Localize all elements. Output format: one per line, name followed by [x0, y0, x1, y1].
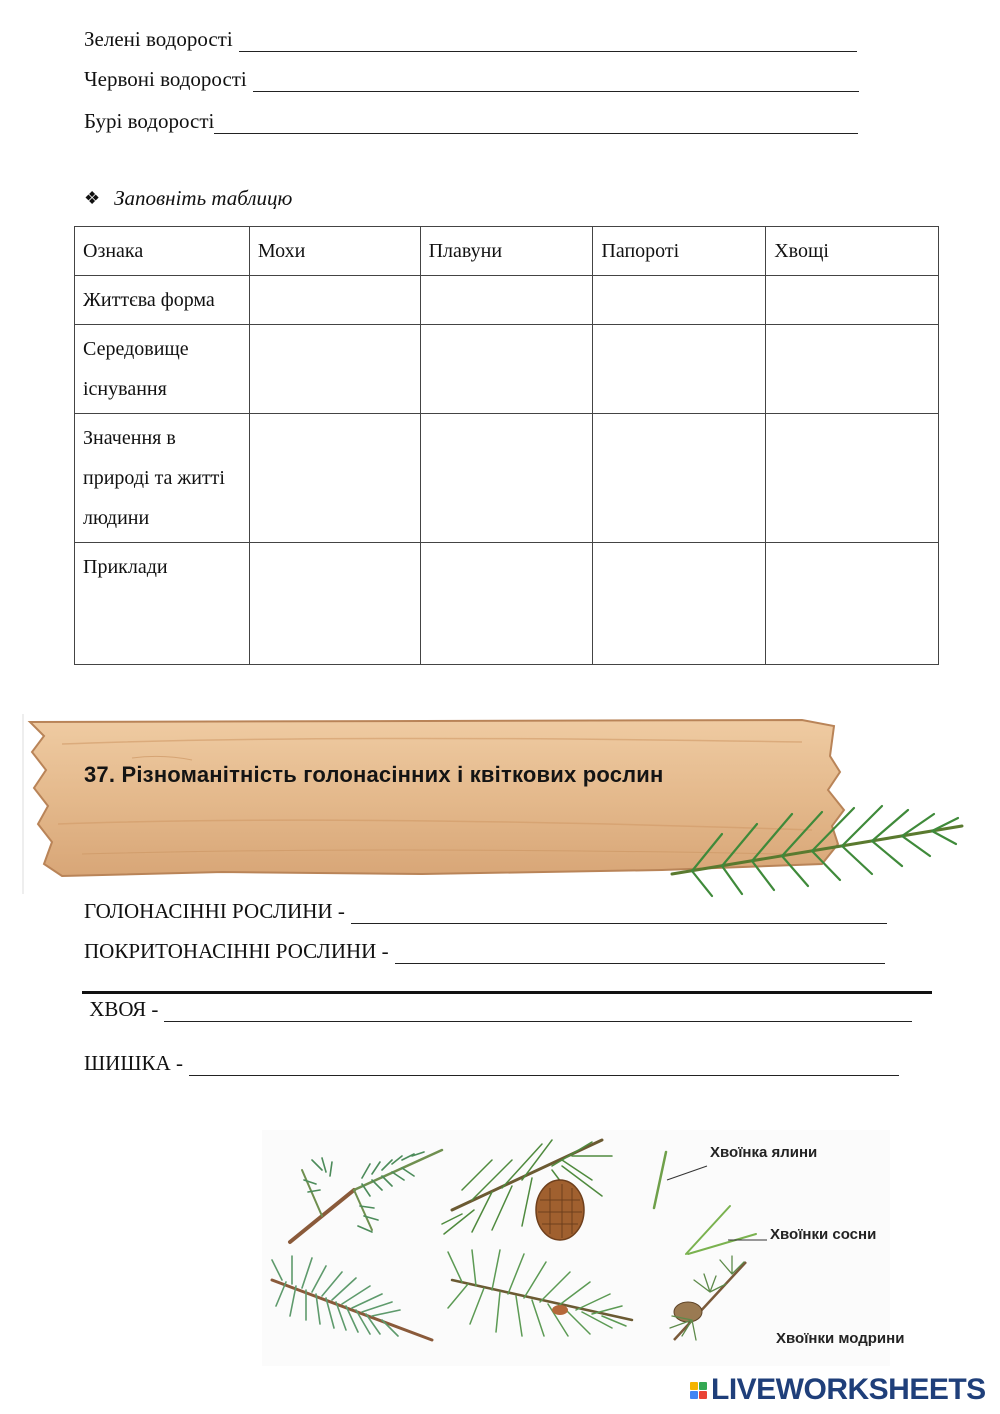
answer-cell[interactable]: [420, 414, 593, 543]
algae-line-red: [84, 66, 859, 92]
algae-line-green: [84, 26, 857, 52]
logo-text: LIVEWORKSHEETS: [711, 1373, 986, 1406]
table-header-cell: Папороті: [593, 227, 766, 276]
answer-blank-cone[interactable]: [189, 1055, 899, 1076]
table-row: [75, 543, 939, 665]
answer-blank-needles[interactable]: [164, 1001, 912, 1022]
answer-cell[interactable]: [593, 543, 766, 665]
answer-cell[interactable]: [249, 276, 420, 325]
answer-blank-angiosperms[interactable]: [395, 943, 885, 964]
answer-cell[interactable]: [249, 325, 420, 414]
divider-rule: [82, 991, 932, 994]
algae-label-red: Червоні водорості: [84, 67, 247, 91]
algae-label-brown: Бурі водорості: [84, 109, 215, 133]
answer-cell[interactable]: [249, 543, 420, 665]
liveworksheets-mark-icon: [690, 1382, 707, 1399]
answer-cell[interactable]: [420, 325, 593, 414]
definition-line-cone: [84, 1050, 899, 1076]
answer-cell[interactable]: [593, 414, 766, 543]
section-title: 37. Різноманітність голонасінних і квіткових рослин: [84, 762, 664, 787]
definition-line-needles: [84, 996, 912, 1022]
definition-label: ГОЛОНАСІННІ РОСЛИНИ -: [84, 899, 345, 923]
answer-cell[interactable]: [593, 276, 766, 325]
answer-blank-gymnosperms[interactable]: [351, 903, 887, 924]
label-spruce-needle: Хвоїнка ялини: [710, 1144, 818, 1161]
row-label: Життєва форма: [75, 276, 250, 325]
answer-cell[interactable]: [420, 276, 593, 325]
answer-cell[interactable]: [766, 543, 939, 665]
definition-label: ШИШКА -: [84, 1051, 183, 1075]
table-row: [75, 276, 939, 325]
answer-blank-red[interactable]: [253, 71, 859, 92]
algae-label-green: Зелені водорості: [84, 27, 233, 51]
diamond-bullet-icon: ❖: [84, 188, 101, 208]
task-instruction: Заповніть таблицю: [114, 186, 293, 210]
wooden-banner: [22, 714, 982, 900]
table-row: [75, 325, 939, 414]
liveworksheets-logo[interactable]: [690, 1372, 986, 1408]
answer-cell[interactable]: [420, 543, 593, 665]
answer-cell[interactable]: [249, 414, 420, 543]
definition-label: ПОКРИТОНАСІННІ РОСЛИНИ -: [84, 939, 389, 963]
row-label: Середовище існування: [75, 325, 250, 414]
answer-blank-brown[interactable]: [214, 113, 858, 134]
table-header-cell: Хвощі: [766, 227, 939, 276]
table-header-cell: Ознака: [75, 227, 250, 276]
algae-line-brown: [84, 108, 858, 134]
fill-in-table: [74, 226, 939, 665]
label-pine-needles: Хвоїнки сосни: [770, 1226, 877, 1243]
answer-cell[interactable]: [766, 276, 939, 325]
table-row: [75, 414, 939, 543]
label-larch-needles: Хвоїнки модрини: [776, 1330, 905, 1347]
table-header-cell: Мохи: [249, 227, 420, 276]
row-label: Приклади: [75, 543, 250, 665]
definition-label: ХВОЯ -: [84, 997, 159, 1021]
table-header-cell: Плавуни: [420, 227, 593, 276]
definition-line-gymnosperms: [84, 898, 887, 924]
answer-cell[interactable]: [766, 414, 939, 543]
answer-blank-green[interactable]: [239, 31, 857, 52]
table-header-row: [75, 227, 939, 276]
definition-line-angiosperms: [84, 938, 885, 964]
row-label: Значення в природі та житті людини: [75, 414, 250, 543]
answer-cell[interactable]: [593, 325, 766, 414]
small-cone-icon: [552, 1305, 568, 1315]
answer-cell[interactable]: [766, 325, 939, 414]
task-heading: [84, 186, 292, 211]
